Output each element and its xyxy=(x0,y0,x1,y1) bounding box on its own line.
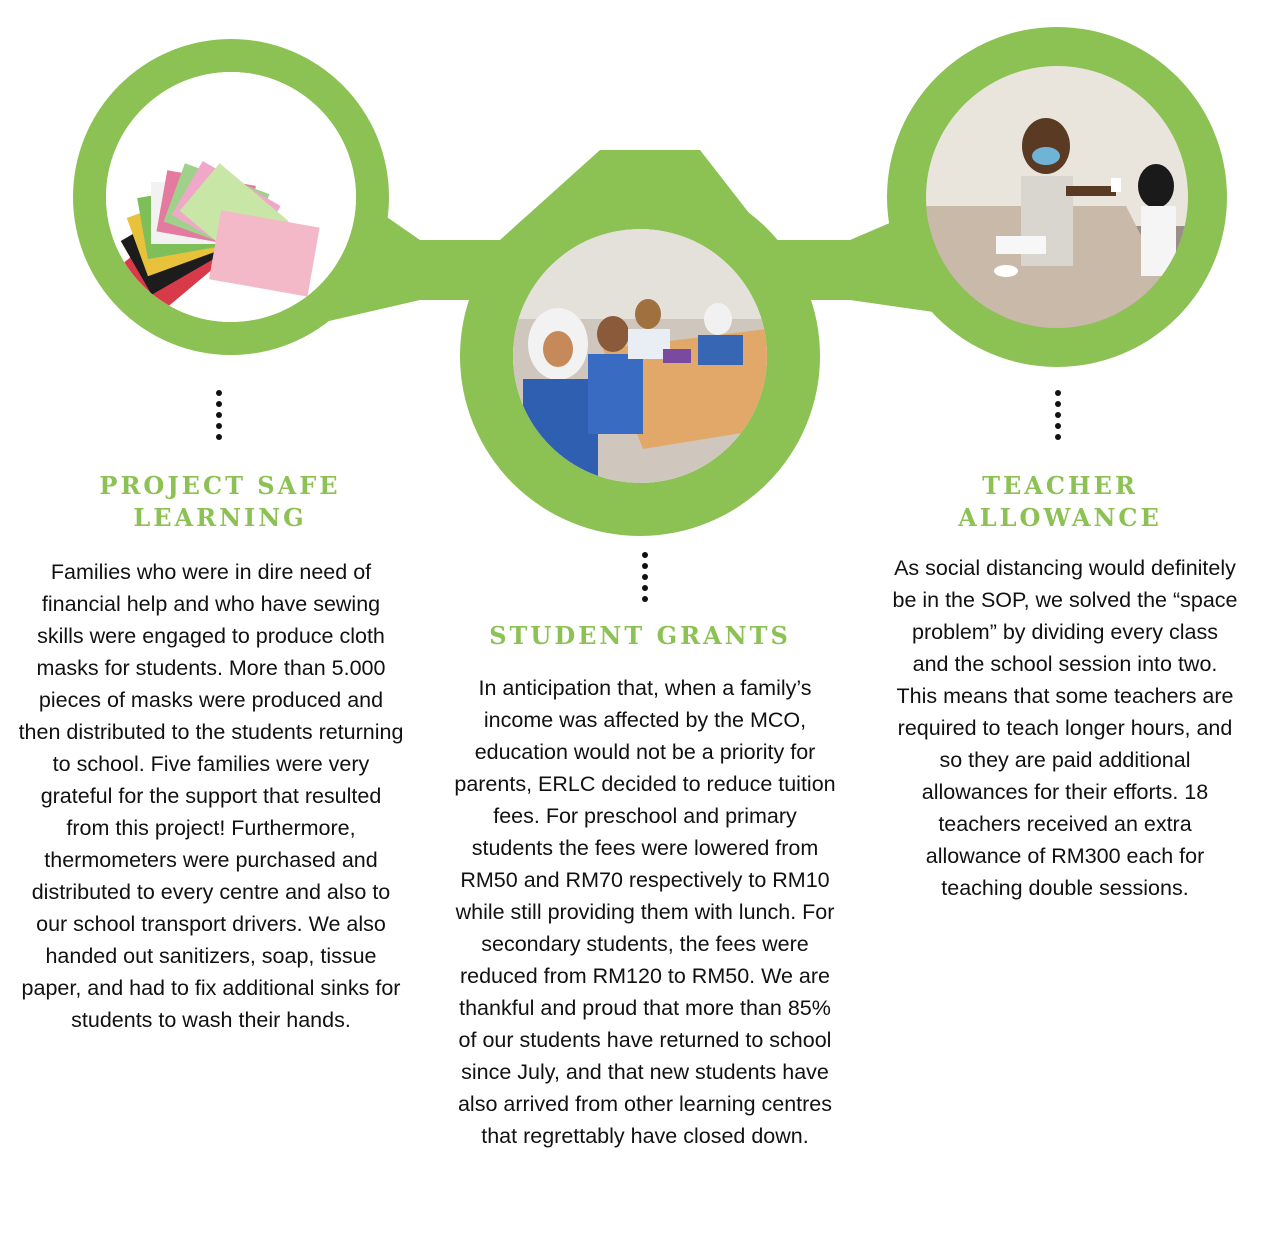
dotted-connector-right xyxy=(1054,390,1062,445)
cloth-masks-photo xyxy=(106,72,356,322)
heading-student-grants: STUDENT GRANTS xyxy=(489,621,791,650)
body-teacher-allowance: As social distancing would definitely be in the SOP, we solved the “space problem” by dividing every class and the school session into two. This means that some teachers are required to teach longer hours, and so they are paid additional allowances for their efforts. 18 teachers received an extra allowance of RM300 each for teaching double sessions. xyxy=(892,556,1238,900)
teacher-temperature-check-photo xyxy=(926,66,1188,328)
dotted-connector-left xyxy=(215,390,223,445)
heading-teacher-allowance: TEACHER ALLOWANCE xyxy=(958,471,1162,532)
body-student-grants: In anticipation that, when a family’s income was affected by the MCO, education would not be a priority for parents, ERLC decided to reduce tuition fees. For preschool and primary students the fees were lowered from RM50 and RM70 respectively to RM10 while still providing them with lunch. For secondary students, the fees were reduced from RM120 to RM50. We are thankful and proud that more than 85% of our students have returned to school since July, and that new students have also arrived from other learning centres that regrettably have closed down. xyxy=(454,676,836,1148)
classroom-students-photo xyxy=(513,229,767,483)
dotted-connector-center xyxy=(641,552,649,607)
heading-project-safe-learning: PROJECT SAFE LEARNING xyxy=(99,471,341,532)
body-project-safe-learning: Families who were in dire need of financial help and who have sewing skills were engaged to produce cloth masks for students. More than 5.000 pieces of masks were produced and then distributed to the students returning to school. Five families were very grateful for the support that resulted from this project! Furthermore, thermometers were purchased and distributed to every centre and also to our school transport drivers. We also handed out sanitizers, soap, tissue paper, and had to fix additional sinks for students to wash their hands. xyxy=(18,560,404,1032)
